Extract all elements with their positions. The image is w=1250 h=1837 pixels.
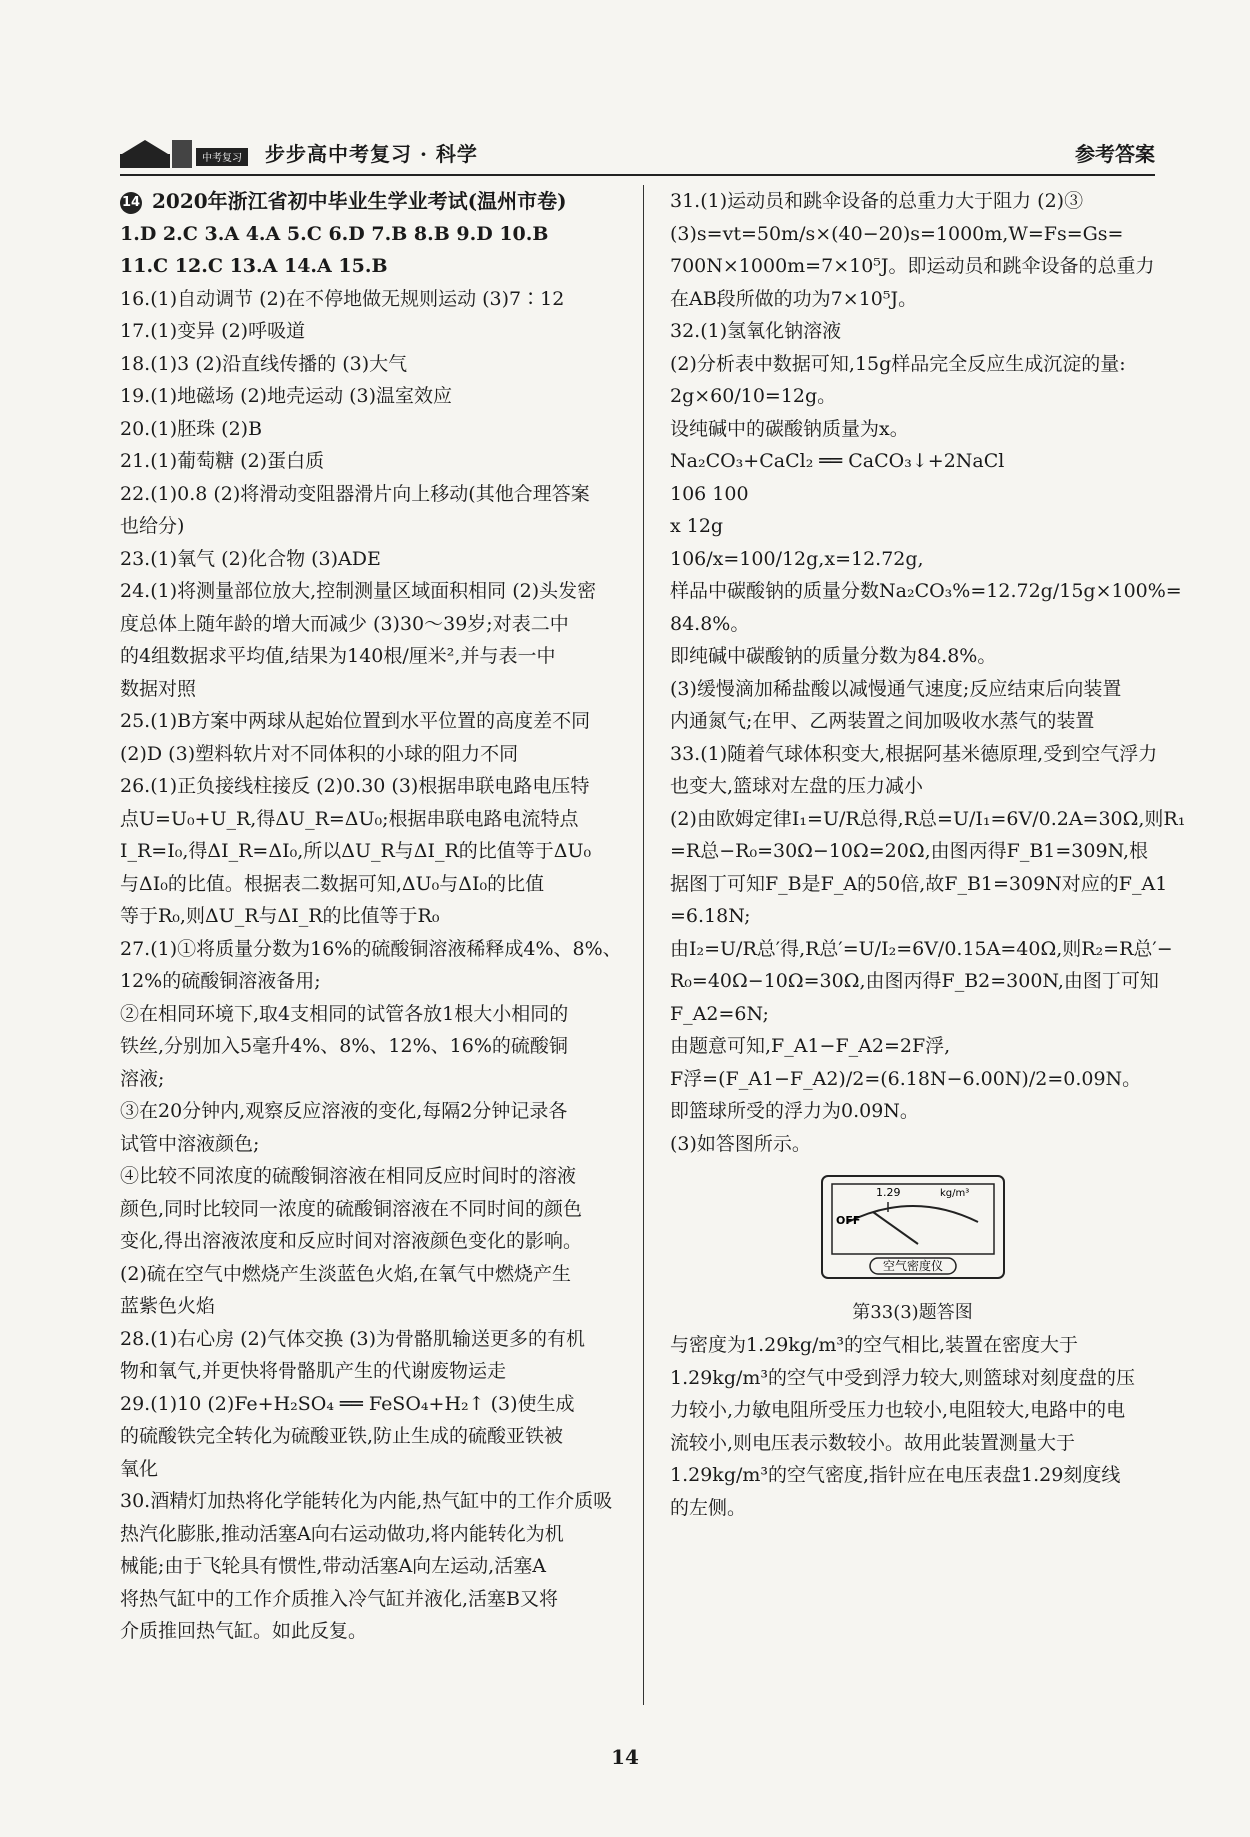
- answer-line: [670, 1095, 1155, 1128]
- answer-text: 18.(1)3 (2)沿直线传播的 (3)大气: [120, 352, 408, 375]
- answer-text: 106/x=100/12g,x=12.72g,: [670, 547, 924, 570]
- answer-text: 械能;由于飞轮具有惯性,带动活塞A向左运动,活塞A: [120, 1555, 546, 1577]
- answer-line: [120, 218, 625, 251]
- answer-line: [670, 1128, 1155, 1161]
- answer-text: 由题意可知,F_A1−F_A2=2F浮,: [670, 1035, 951, 1057]
- answer-line: [120, 738, 625, 771]
- answer-text: =R总−R₀=30Ω−10Ω=20Ω,由图丙得F_B1=309N,根: [670, 840, 1149, 862]
- answer-text: ③在20分钟内,观察反应溶液的变化,每隔2分钟记录各: [120, 1100, 568, 1122]
- answer-text: 也给分): [120, 515, 185, 537]
- gauge-off-label: OFF: [836, 1214, 861, 1227]
- answer-line: [120, 608, 625, 641]
- answer-line: [120, 575, 625, 608]
- answer-line: [120, 835, 625, 868]
- answer-text: 样品中碳酸钠的质量分数Na₂CO₃%=12.72g/15g×100%=: [670, 580, 1182, 602]
- answer-line: [120, 1518, 625, 1551]
- answer-line: [670, 1459, 1155, 1492]
- answer-text: 700N×1000m=7×10⁵J。即运动员和跳伞设备的总重力: [670, 255, 1155, 277]
- answer-text: R₀=40Ω−10Ω=30Ω,由图丙得F_B2=300N,由图丁可知: [670, 970, 1159, 992]
- answer-text: 据图丁可知F_B是F_A的50倍,故F_B1=309N对应的F_A1: [670, 872, 1168, 895]
- answer-line: [120, 1550, 625, 1583]
- gauge-device-label: 空气密度仪: [882, 1259, 944, 1273]
- answer-text: ②在相同环境下,取4支相同的试管各放1根大小相同的: [120, 1002, 569, 1025]
- answer-text: 的左侧。: [670, 1496, 747, 1519]
- answer-text: (3)如答图所示。: [670, 1132, 811, 1155]
- answer-text: 2g×60/10=12g。: [670, 385, 837, 407]
- answer-line: [120, 1193, 625, 1226]
- answer-text: 12%的硫酸铜溶液备用;: [120, 970, 321, 992]
- answer-line: [120, 1453, 625, 1486]
- answer-text: 铁丝,分别加入5毫升4%、8%、12%、16%的硫酸铜: [120, 1035, 568, 1057]
- answer-text: 24.(1)将测量部位放大,控制测量区域面积相同 (2)头发密: [120, 580, 597, 602]
- page-number: 14: [611, 1745, 639, 1769]
- gauge-value-label: 1.29: [876, 1186, 901, 1199]
- answer-text: 28.(1)右心房 (2)气体交换 (3)为骨骼肌输送更多的有机: [120, 1327, 586, 1350]
- answer-text: 物和氧气,并更快将骨骼肌产生的代谢废物运走: [120, 1360, 507, 1382]
- answer-line: [670, 315, 1155, 348]
- answer-text: (2)由欧姆定律I₁=U/R总得,R总=U/I₁=6V/0.2A=30Ω,则R₁: [670, 807, 1186, 830]
- answer-line: [670, 1329, 1155, 1362]
- answer-text: 氧化: [120, 1457, 159, 1480]
- answer-line: [120, 185, 625, 218]
- answer-text: =6.18N;: [670, 905, 751, 927]
- logo-text: 中考复习: [202, 153, 242, 164]
- section-label: 参考答案: [1075, 142, 1155, 166]
- answer-line: [120, 1355, 625, 1388]
- answer-line: [670, 348, 1155, 381]
- answer-text: 16.(1)自动调节 (2)在不停地做无规则运动 (3)7∶12: [120, 287, 565, 310]
- answer-line: [120, 868, 625, 901]
- answer-text: 点U=U₀+U_R,得ΔU_R=ΔU₀;根据串联电路电流特点: [120, 807, 579, 830]
- answer-text: 在AB段所做的功为7×10⁵J。: [670, 287, 918, 310]
- answer-line: [120, 478, 625, 511]
- answer-line: [120, 380, 625, 413]
- answer-text: 的硫酸铁完全转化为硫酸亚铁,防止生成的硫酸亚铁被: [120, 1425, 564, 1447]
- page-header: [120, 130, 1155, 176]
- answer-line: [670, 218, 1155, 251]
- answer-text: 力较小,力敏电阻所受压力也较小,电阻较大,电路中的电: [670, 1399, 1126, 1421]
- answer-line: [670, 900, 1155, 933]
- answer-line: [120, 1030, 625, 1063]
- answer-line: [670, 868, 1168, 901]
- answer-line: [670, 1362, 1155, 1395]
- answer-text: 17.(1)变异 (2)呼吸道: [120, 320, 306, 342]
- answer-text: 25.(1)B方案中两球从起始位置到水平位置的高度差不同: [120, 710, 591, 732]
- answer-line: [120, 1420, 625, 1453]
- answer-line: [120, 1615, 625, 1648]
- answer-line: [120, 705, 625, 738]
- answer-line: [670, 835, 1155, 868]
- right-column: [670, 185, 1186, 1524]
- answer-text: 度总体上随年龄的增大而减少 (3)30～39岁;对表二中: [120, 612, 569, 635]
- answer-line: [120, 1160, 625, 1193]
- answer-line: [670, 640, 1155, 673]
- answer-text: (2)分析表中数据可知,15g样品完全反应生成沉淀的量:: [670, 352, 1126, 375]
- answer-text: 溶液;: [120, 1067, 165, 1090]
- answer-text: 22.(1)0.8 (2)将滑动变阻器滑片向上移动(其他合理答案: [120, 482, 590, 505]
- answer-text: 将热气缸中的工作介质推入冷气缸并液化,活塞B又将: [120, 1587, 559, 1610]
- answer-line: [120, 965, 625, 998]
- answer-text: 数据对照: [120, 677, 197, 700]
- answer-text: 流较小,则电压表示数较小。故用此装置测量大于: [670, 1431, 1076, 1454]
- answer-text: 的4组数据求平均值,结果为140根/厘米²,并与表一中: [120, 645, 556, 667]
- answer-text: x 12g: [670, 515, 724, 537]
- answer-text: (2)硫在空气中燃烧产生淡蓝色火焰,在氧气中燃烧产生: [120, 1262, 571, 1285]
- answer-line: [120, 1583, 625, 1616]
- logo-graphic: [120, 136, 250, 170]
- answer-line: [670, 933, 1173, 966]
- answer-text: 介质推回热气缸。如此反复。: [120, 1620, 368, 1642]
- answer-line: [670, 965, 1159, 998]
- answer-text: 试管中溶液颜色;: [120, 1132, 260, 1155]
- figure-caption: 第33(3)题答图: [852, 1301, 973, 1323]
- answer-line: [120, 315, 625, 348]
- answer-text: 19.(1)地磁场 (2)地壳运动 (3)温室效应: [120, 385, 453, 407]
- column-divider: [643, 185, 644, 1705]
- answer-line: [670, 673, 1155, 706]
- answer-line: [120, 998, 625, 1031]
- answer-line: [670, 1492, 1155, 1525]
- right-column-answers: [670, 185, 1186, 1160]
- answer-text: 1.D 2.C 3.A 4.A 5.C 6.D 7.B 8.B 9.D 10.B: [120, 222, 549, 245]
- answer-line: [120, 933, 625, 966]
- gauge-figure: [818, 1172, 1008, 1282]
- answer-text: 也变大,篮球对左盘的压力减小: [670, 775, 924, 797]
- answer-text: 内通氮气;在甲、乙两装置之间加吸收水蒸气的装置: [670, 710, 1095, 732]
- answer-line: [670, 1030, 1155, 1063]
- section-number-badge: 14: [120, 192, 142, 214]
- answer-text: Na₂CO₃+CaCl₂ ══ CaCO₃↓+2NaCl: [670, 450, 1005, 472]
- answer-line: [670, 608, 1155, 641]
- answer-text: 由I₂=U/R总′得,R总′=U/I₂=6V/0.15A=40Ω,则R₂=R总′−: [670, 937, 1173, 960]
- answer-line: [120, 1258, 625, 1291]
- answer-text: 即篮球所受的浮力为0.09N。: [670, 1100, 919, 1122]
- answer-line: [670, 1063, 1155, 1096]
- answer-line: [120, 1128, 625, 1161]
- answer-line: [120, 1095, 625, 1128]
- answer-text: F浮=(F_A1−F_A2)/2=(6.18N−6.00N)/2=0.09N。: [670, 1067, 1142, 1090]
- answer-line: [670, 1427, 1155, 1460]
- answer-line: [670, 185, 1155, 218]
- answer-text: 颜色,同时比较同一浓度的硫酸铜溶液在不同时间的颜色: [120, 1197, 583, 1220]
- answer-text: (3)s=vt=50m/s×(40−20)s=1000m,W=Fs=Gs=: [670, 222, 1124, 245]
- answer-text: F_A2=6N;: [670, 1002, 769, 1025]
- answer-line: [120, 673, 625, 706]
- answer-text: 变化,得出溶液浓度和反应时间对溶液颜色变化的影响。: [120, 1230, 583, 1252]
- answer-text: 27.(1)①将质量分数为16%的硫酸铜溶液稀释成4%、8%、: [120, 937, 622, 960]
- answer-line: [670, 250, 1155, 283]
- answer-line: [670, 1394, 1155, 1427]
- answer-line: [670, 413, 1155, 446]
- answer-line: [120, 1323, 625, 1356]
- gauge-scale-arc: [848, 1206, 978, 1222]
- answer-text: 29.(1)10 (2)Fe+H₂SO₄ ══ FeSO₄+H₂↑ (3)使生成: [120, 1392, 575, 1415]
- answer-line: [670, 770, 1155, 803]
- answer-text: 与密度为1.29kg/m³的空气相比,装置在密度大于: [670, 1334, 1079, 1356]
- answer-text: 11.C 12.C 13.A 14.A 15.B: [120, 255, 388, 277]
- gauge-needle: [873, 1212, 918, 1244]
- left-column: [120, 185, 625, 1648]
- answer-line: [120, 1063, 625, 1096]
- answer-line: [670, 575, 1182, 608]
- answer-line: [670, 380, 1155, 413]
- right-column-explanation: [670, 1329, 1155, 1524]
- gauge-unit-label: kg/m³: [940, 1188, 970, 1199]
- answer-text: 等于R₀,则ΔU_R与ΔI_R的比值等于R₀: [120, 905, 440, 927]
- answer-text: ④比较不同浓度的硫酸铜溶液在相同反应时间时的溶液: [120, 1165, 577, 1187]
- answer-text: 20.(1)胚珠 (2)B: [120, 417, 263, 440]
- answer-text: 热汽化膨胀,推动活塞A向右运动做功,将内能转化为机: [120, 1522, 564, 1545]
- answer-line: [670, 803, 1186, 836]
- answer-line: [120, 445, 625, 478]
- answer-text: 21.(1)葡萄糖 (2)蛋白质: [120, 450, 325, 472]
- answer-line: [670, 998, 1155, 1031]
- answer-text: 30.酒精灯加热将化学能转化为内能,热气缸中的工作介质吸: [120, 1490, 613, 1512]
- answer-line: [120, 770, 625, 803]
- answer-text: (2)D (3)塑料软片对不同体积的小球的阻力不同: [120, 742, 519, 765]
- answer-text: 31.(1)运动员和跳伞设备的总重力大于阻力 (2)③: [670, 190, 1084, 212]
- answer-text: 蓝紫色火焰: [120, 1295, 216, 1317]
- answer-line: [120, 1290, 625, 1323]
- answer-line: [120, 640, 625, 673]
- answer-text: 设纯碱中的碳酸钠质量为x。: [670, 417, 909, 440]
- answer-line: [120, 1225, 625, 1258]
- answer-line: [670, 705, 1155, 738]
- answer-text: 106 100: [670, 482, 749, 505]
- answer-text: 2020年浙江省初中毕业生学业考试(温州市卷): [152, 189, 567, 213]
- answer-line: [120, 1485, 625, 1518]
- answer-text: 与ΔI₀的比值。根据表二数据可知,ΔU₀与ΔI₀的比值: [120, 872, 545, 895]
- answer-text: 26.(1)正负接线柱接反 (2)0.30 (3)根据串联电路电压特: [120, 775, 590, 797]
- answer-line: [120, 803, 625, 836]
- answer-line: [670, 478, 1155, 511]
- answer-text: 1.29kg/m³的空气中受到浮力较大,则篮球对刻度盘的压: [670, 1366, 1136, 1389]
- answer-text: 84.8%。: [670, 612, 750, 635]
- answer-line: [120, 900, 625, 933]
- answer-text: 即纯碱中碳酸钠的质量分数为84.8%。: [670, 645, 997, 667]
- answer-text: 23.(1)氧气 (2)化合物 (3)ADE: [120, 547, 381, 570]
- answer-text: I_R=I₀,得ΔI_R=ΔI₀,所以ΔU_R与ΔI_R的比值等于ΔU₀: [120, 840, 592, 862]
- answer-line: [120, 283, 625, 316]
- answer-line: [120, 510, 625, 543]
- answer-line: [120, 250, 625, 283]
- answer-text: 32.(1)氢氧化钠溶液: [670, 320, 842, 342]
- answer-line: [670, 738, 1158, 771]
- answer-line: [120, 348, 625, 381]
- answer-line: [670, 445, 1155, 478]
- answer-text: 1.29kg/m³的空气密度,指针应在电压表盘1.29刻度线: [670, 1464, 1121, 1486]
- answer-text: 33.(1)随着气球体积变大,根据阿基米德原理,受到空气浮力: [670, 742, 1158, 765]
- answer-line: [120, 1388, 625, 1421]
- answer-line: [120, 413, 625, 446]
- answer-text: (3)缓慢滴加稀盐酸以减慢通气速度;反应结束后向装置: [670, 677, 1122, 700]
- series-title: 步步高中考复习 · 科学: [265, 142, 478, 166]
- answer-line: [670, 510, 1155, 543]
- answer-line: [120, 543, 625, 576]
- answer-line: [670, 283, 1155, 316]
- answer-line: [670, 543, 1155, 576]
